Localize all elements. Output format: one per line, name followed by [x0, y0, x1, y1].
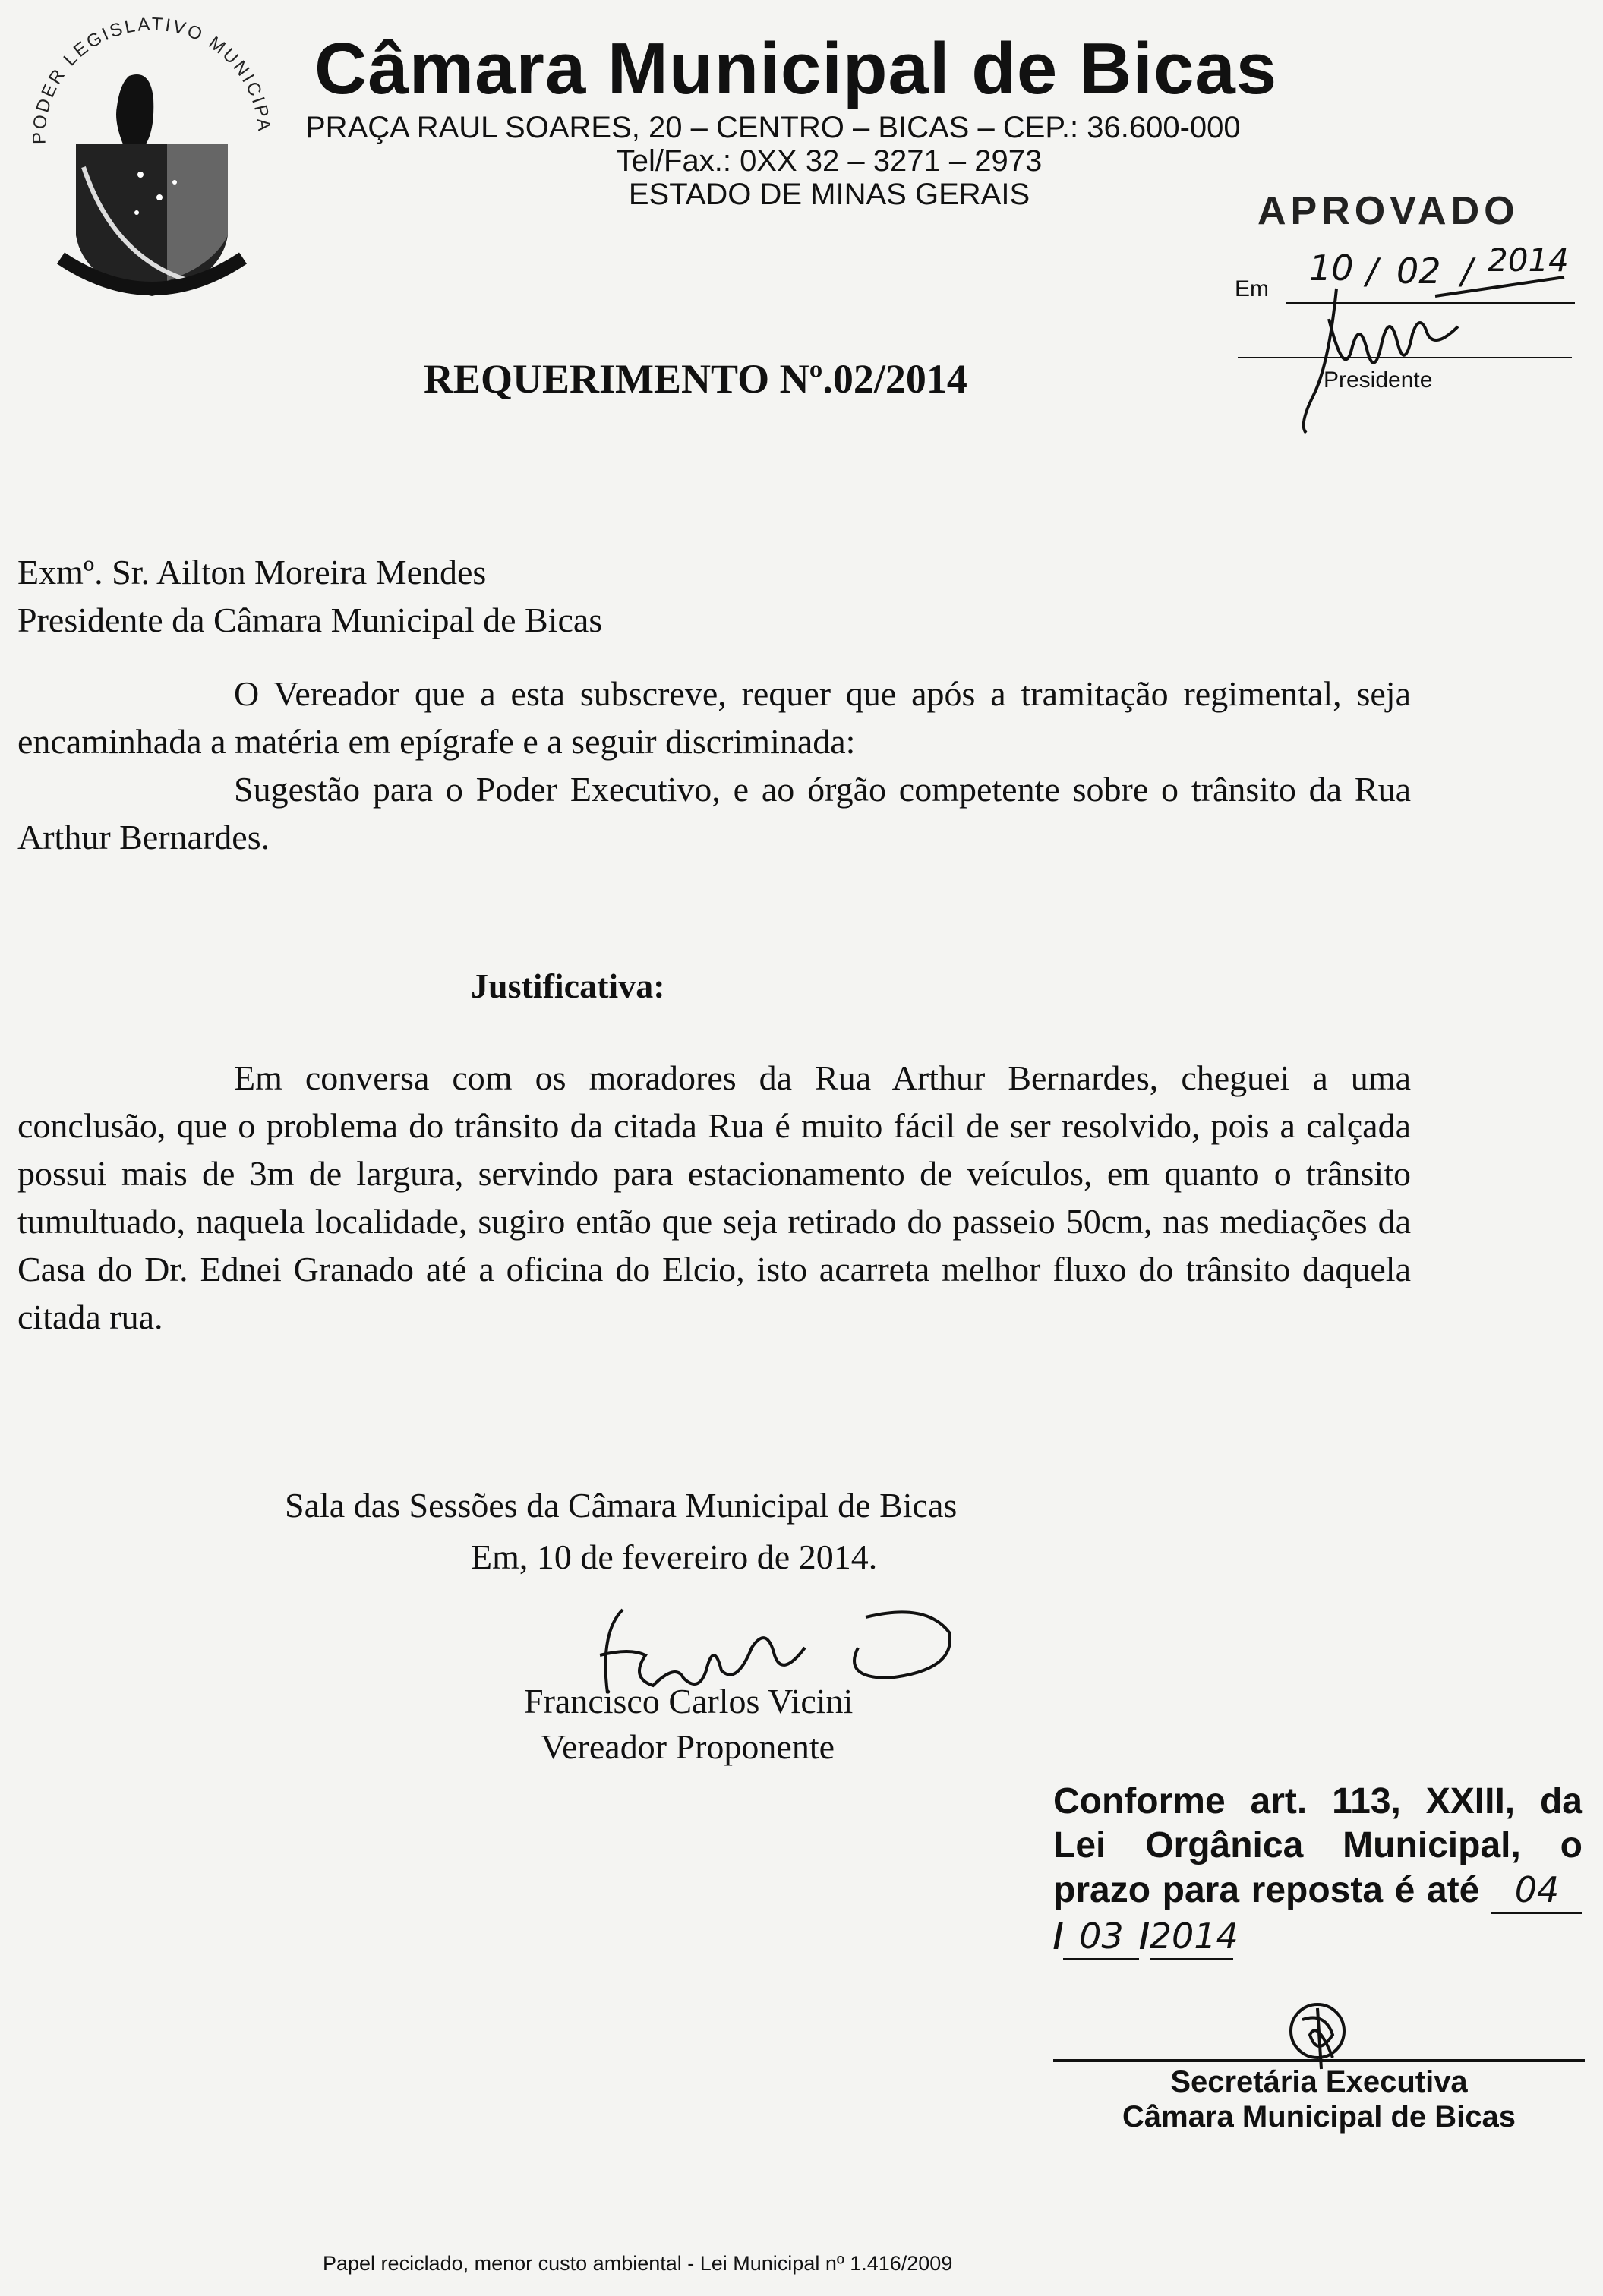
approval-day: 10 — [1309, 248, 1354, 289]
approval-status-stamp: APROVADO — [1257, 189, 1519, 233]
signer-name: Francisco Carlos Vicini — [524, 1682, 854, 1720]
deadline-year: 2014 — [1150, 1914, 1233, 1960]
request-paragraph: O Vereador que a esta subscreve, requer que após a tramitação regimental, seja encaminhada a matéria em epígrafe e a seguir discriminada: — [17, 674, 1411, 761]
footer-note: Papel reciclado, menor custo ambiental - Lei Municipal nº 1.416/2009 — [323, 2252, 953, 2275]
closing-place: Sala das Sessões da Câmara Municipal de Bicas — [285, 1486, 958, 1525]
organization-title: Câmara Municipal de Bicas — [314, 28, 1278, 109]
approval-date: Em 10 / 02 / 2014 — [1233, 248, 1590, 308]
secretary-signature-line — [1053, 2059, 1585, 2062]
emblem-logo — [15, 15, 273, 304]
deadline-month: 03 — [1063, 1914, 1139, 1960]
approval-date-prefix: Em — [1235, 276, 1269, 301]
justification-paragraph: Em conversa com os moradores da Rua Arthur Bernardes, cheguei a uma conclusão, que o problema do trânsito da citada Rua é muito fácil de ser resolvido, pois a calçada possui mais de 3m de largura, servindo para estacionamento de veículos, em quanto o trânsito tumultuado, naquela localidade, sugiro então que seja retirado do passeio 50cm, nas mediações da Casa do Dr. Ednei Granado até a oficina do Elcio, isto acarreta melhor fluxo do trânsito daquela citada rua. — [17, 1058, 1411, 1336]
recipient-title: Presidente da Câmara Municipal de Bicas — [17, 601, 603, 639]
signer-role: Vereador Proponente — [541, 1727, 835, 1766]
suggestion-paragraph: Sugestão para o Poder Executivo, e ao órgão competente sobre o trânsito da Rua Arthur Bernardes. — [17, 770, 1411, 856]
secretary-org: Câmara Municipal de Bicas — [1122, 2100, 1516, 2134]
recipient-name: Exmº. Sr. Ailton Moreira Mendes — [17, 553, 487, 591]
approval-year: 2014 — [1488, 241, 1569, 279]
organization-state: ESTADO DE MINAS GERAIS — [628, 178, 1030, 211]
organization-address: PRAÇA RAUL SOARES, 20 – CENTRO – BICAS – CEP.: 36.600-000 — [305, 111, 1241, 144]
recipient — [17, 548, 1411, 644]
president-signature — [1238, 273, 1587, 440]
svg-text:PODER LEGISLATIVO MUNICIPAL: PODER LEGISLATIVO MUNICIPA — [29, 15, 273, 145]
approval-month: 02 — [1396, 251, 1441, 292]
closing-date: Em, 10 de fevereiro de 2014. — [471, 1538, 878, 1576]
deadline-stamp: Conforme art. 113, XXIII, da Lei Orgânica Municipal, o prazo para reposta é até 04/ 03 /2014 — [1053, 1780, 1582, 1960]
approval-role: Presidente — [1324, 367, 1433, 393]
deadline-day: 04 — [1491, 1868, 1582, 1914]
secretary-role: Secretária Executiva — [1170, 2065, 1468, 2099]
deadline-text: Conforme art. 113, XXIII, da Lei Orgânica Municipal, o prazo para reposta é até — [1053, 1781, 1582, 1910]
justification-heading: Justificativa: — [471, 967, 665, 1005]
organization-phone: Tel/Fax.: 0XX 32 – 3271 – 2973 — [616, 144, 1043, 178]
document-heading: REQUERIMENTO Nº.02/2014 — [424, 356, 967, 402]
